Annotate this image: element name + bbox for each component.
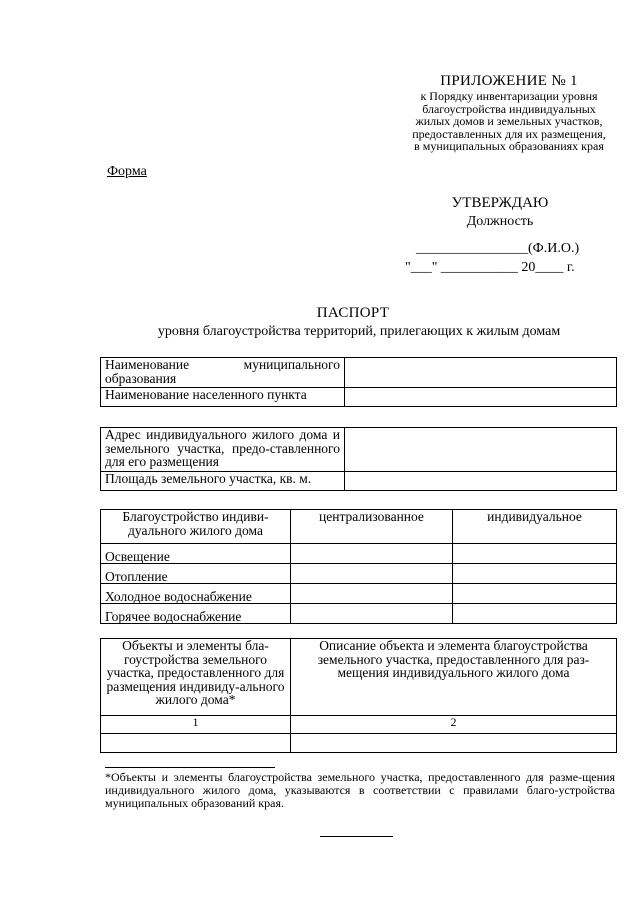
column-number: 2: [291, 716, 617, 734]
approver-fio-line: ________________(Ф.И.О.): [416, 241, 580, 256]
hot-water-centralized-cell[interactable]: [291, 604, 453, 624]
lighting-individual-cell[interactable]: [453, 544, 617, 564]
objects-table: [100, 638, 617, 753]
table-row: [101, 564, 617, 584]
table-row: [101, 358, 617, 388]
utilities-header: Благоустройство индиви-дуального жилого дома: [101, 510, 291, 544]
table-row: [101, 428, 617, 472]
appendix-title: ПРИЛОЖЕНИЕ № 1: [440, 73, 578, 89]
passport-subtitle: уровня благоустройства территорий, прилегающих к жилым домам: [157, 324, 561, 339]
address-label: Адрес индивидуального жилого дома и земельного участка, предо-ставленного для его размещения: [101, 428, 345, 472]
heating-label: Отопление: [101, 564, 291, 584]
table-row: [101, 472, 617, 491]
settlement-value[interactable]: [345, 388, 617, 407]
address-table: [100, 427, 617, 491]
appendix-line: предоставленных для их размещения,: [412, 126, 606, 141]
municipality-label: Наименование муниципального образования: [101, 358, 345, 388]
appendix-line: благоустройства индивидуальных: [422, 101, 596, 116]
appendix-line: к Порядку инвентаризации уровня: [420, 89, 598, 103]
hot-water-label: Горячее водоснабжение: [101, 604, 291, 624]
approval-date-line: "___" ___________ 20____ г.: [405, 260, 575, 275]
area-label: Площадь земельного участка, кв. м.: [101, 472, 345, 491]
area-value[interactable]: [345, 472, 617, 491]
footnote-text: *Объекты и элементы благоустройства земельного участка, предоставленного для разме-щения индивидуального жилого дома, указываются в соответствии с правилами благо-устройства муниципальных образований края.: [105, 770, 615, 810]
municipality-value[interactable]: [345, 358, 617, 388]
cold-water-individual-cell[interactable]: [453, 584, 617, 604]
cold-water-centralized-cell[interactable]: [291, 584, 453, 604]
appendix-block: [395, 73, 623, 153]
passport-title: ПАСПОРТ: [316, 305, 390, 321]
lighting-label: Освещение: [101, 544, 291, 564]
address-value[interactable]: [345, 428, 617, 472]
lighting-centralized-cell[interactable]: [291, 544, 453, 564]
approver-position: Должность: [466, 214, 534, 229]
table-row: [101, 510, 617, 544]
heating-centralized-cell[interactable]: [291, 564, 453, 584]
appendix-line: жилых домов и земельных участков,: [415, 114, 603, 128]
centralized-header: централизованное: [291, 510, 453, 544]
table-row: [101, 734, 617, 753]
approve-heading: УТВЕРЖДАЮ: [451, 195, 549, 211]
table-row: [101, 584, 617, 604]
table-row: [101, 544, 617, 564]
description-cell[interactable]: [291, 734, 617, 753]
footnote-divider: [105, 767, 275, 768]
municipality-table: [100, 357, 617, 407]
form-label: Форма: [107, 164, 147, 179]
objects-header: Объекты и элементы бла-гоустройства земельного участка, предоставленного для размещения индивиду-ального жилого дома*: [101, 639, 291, 716]
heating-individual-cell[interactable]: [453, 564, 617, 584]
utilities-table: [100, 509, 617, 624]
appendix-line: в муниципальных образованиях края: [414, 139, 604, 153]
cold-water-label: Холодное водоснабжение: [101, 584, 291, 604]
object-cell[interactable]: [101, 734, 291, 753]
settlement-label: Наименование населенного пункта: [101, 388, 345, 407]
table-row: [101, 604, 617, 624]
individual-header: индивидуальное: [453, 510, 617, 544]
table-row: [101, 716, 617, 734]
table-row: [101, 639, 617, 716]
hot-water-individual-cell[interactable]: [453, 604, 617, 624]
end-divider: [320, 836, 393, 837]
column-number: 1: [101, 716, 291, 734]
description-header: Описание объекта и элемента благоустройства земельного участка, предоставленного для раз-мещения индивидуального жилого дома: [291, 639, 617, 716]
table-row: [101, 388, 617, 407]
